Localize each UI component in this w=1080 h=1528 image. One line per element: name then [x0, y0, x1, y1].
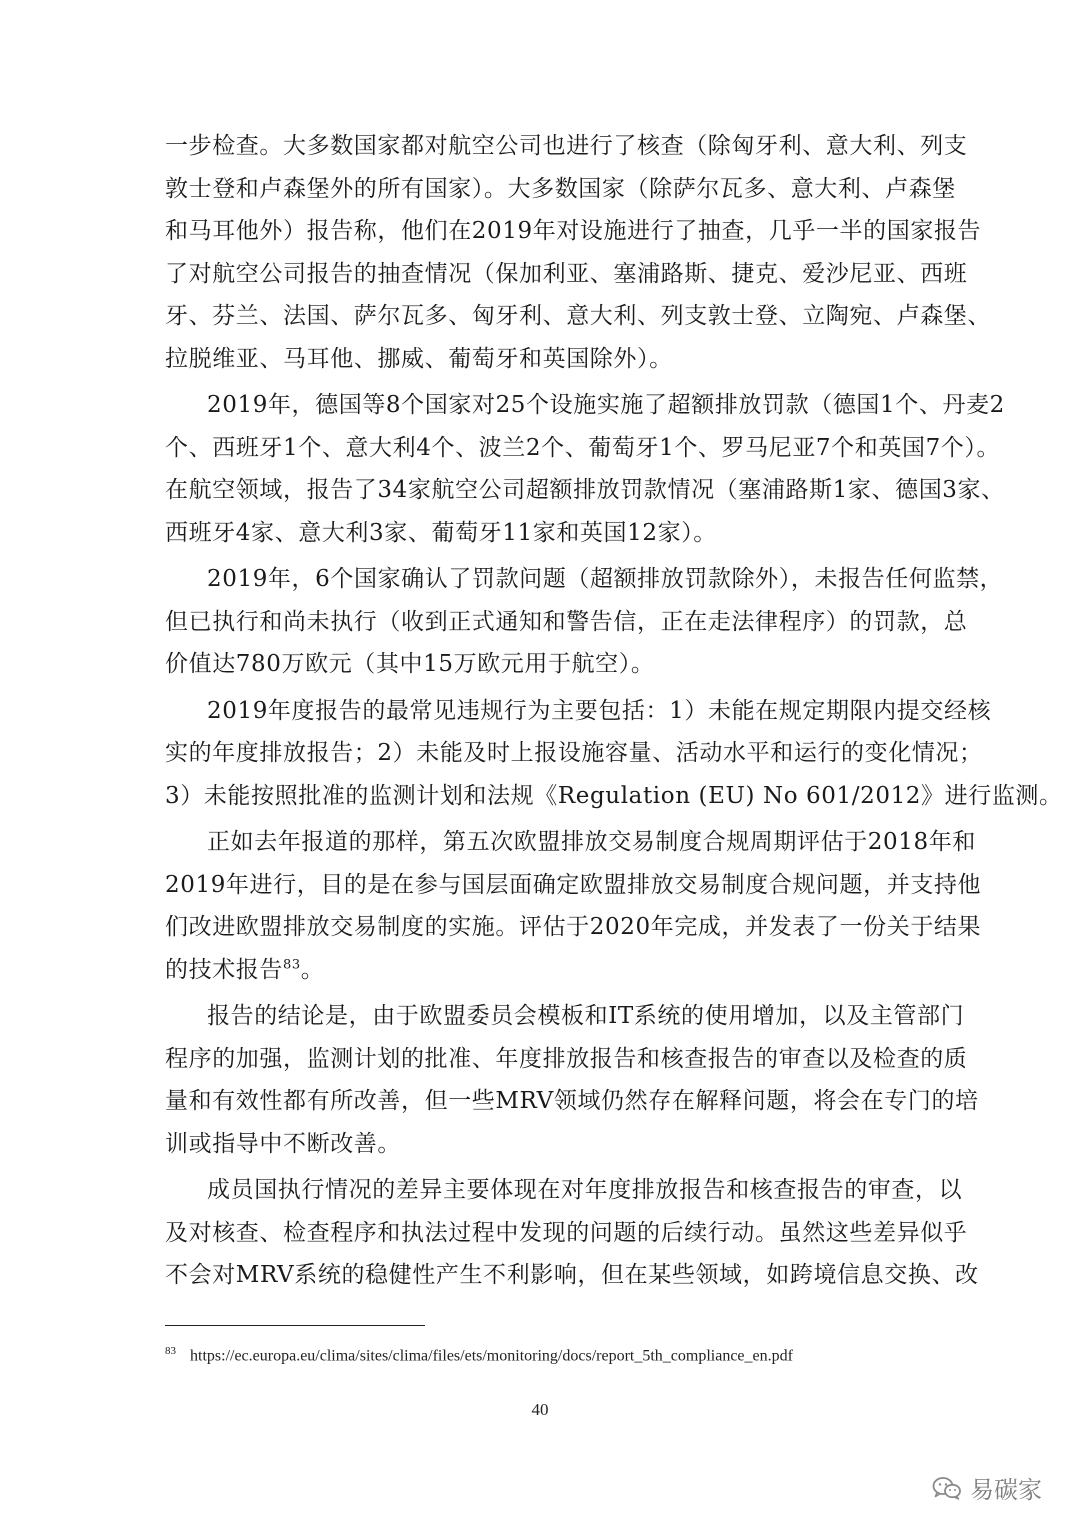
paragraph-2 [165, 384, 1005, 554]
text-line: 报告的结论是，由于欧盟委员会模板和IT系统的使用增加，以及主管部门 [207, 1003, 965, 1029]
text-line-tail: 。 [300, 956, 325, 983]
text-line: 3）未能按照批准的监测计划和法规《Regulation (EU) No 601/2012》进行监测。 [165, 782, 1063, 809]
paragraph-1 [165, 125, 991, 380]
paragraph-6 [165, 995, 979, 1165]
watermark-label: 易碳家 [970, 1476, 1042, 1504]
text-line: 训或指导中不断改善。 [165, 1130, 401, 1157]
text-line: 2019年，德国等8个国家对25个设施实施了超额排放罚款（德国1个、丹麦2 [207, 392, 1005, 418]
text-line: 成员国执行情况的差异主要体现在对年度排放报告和核查报告的审查，以 [207, 1177, 963, 1203]
paragraph-4 [165, 690, 1063, 818]
footnote-divider [165, 1325, 425, 1326]
wechat-icon [932, 1476, 962, 1500]
text-line: 敦士登和卢森堡外的所有国家）。大多数国家（除萨尔瓦多、意大利、卢森堡 [165, 175, 956, 202]
paragraph-7 [165, 1169, 979, 1297]
text-line: 但已执行和尚未执行（收到正式通知和警告信，正在走法律程序）的罚款，总 [165, 608, 968, 635]
text-line: 正如去年报道的那样，第五次欧盟排放交易制度合规周期评估于2018年和 [207, 829, 976, 855]
footnote-number: 83 [165, 1345, 176, 1357]
paragraph-5 [165, 821, 982, 991]
text-line: 在航空领域，报告了34家航空公司超额排放罚款情况（塞浦路斯1家、德国3家、 [165, 477, 1005, 503]
text-line-with-footnote [165, 949, 920, 992]
text-line: 价值达780万欧元（其中15万欧元用于航空）。 [165, 651, 655, 677]
text-line: 2019年度报告的最常见违规行为主要包括：1）未能在规定期限内提交经核 [207, 697, 992, 724]
page-number: 40 [531, 1400, 549, 1419]
text-line: 2019年，6个国家确认了罚款问题（超额排放罚款除外），未报告任何监禁， [207, 566, 1004, 592]
body-text [165, 125, 1063, 1301]
text-line: 了对航空公司报告的抽查情况（保加利亚、塞浦路斯、捷克、爱沙尼亚、西班 [165, 260, 968, 287]
text-line: 2019年进行，目的是在参与国层面确定欧盟排放交易制度合规问题，并支持他 [165, 871, 982, 898]
text-line: 个、西班牙1个、意大利4个、波兰2个、葡萄牙1个、罗马尼亚7个和英国7个）。 [165, 434, 1001, 461]
footnote-link[interactable]: https://ec.europa.eu/clima/sites/clima/files/ets/monitoring/docs/report_5th_compliance_en.pdf [190, 1347, 793, 1365]
text-line: 牙、芬兰、法国、萨尔瓦多、匈牙利、意大利、列支敦士登、立陶宛、卢森堡、 [165, 303, 991, 329]
text-line: 程序的加强，监测计划的批准、年度排放报告和核查报告的审查以及检查的质 [165, 1045, 968, 1072]
text-line: 不会对MRV系统的稳健性产生不利影响，但在某些领域，如跨境信息交换、改 [165, 1262, 979, 1288]
text-line: 实的年度排放报告；2）未能及时上报设施容量、活动水平和运行的变化情况； [165, 740, 983, 766]
paragraph-3 [165, 558, 1004, 686]
text-line: 西班牙4家、意大利3家、葡萄牙11家和英国12家）。 [165, 519, 717, 546]
text-line: 量和有效性都有所改善，但一些MRV领域仍然存在解释问题，将会在专门的培 [165, 1088, 979, 1114]
footnote-reference[interactable]: 83 [283, 956, 301, 972]
text-line: 们改进欧盟排放交易制度的实施。评估于2020年完成，并发表了一份关于结果 [165, 914, 982, 940]
text-line: 一步检查。大多数国家都对航空公司也进行了核查（除匈牙利、意大利、列支 [165, 133, 968, 159]
text-line: 及对核查、检查程序和执法过程中发现的问题的后续行动。虽然这些差异似乎 [165, 1219, 968, 1246]
watermark [932, 1470, 1042, 1505]
text-line: 和马耳他外）报告称，他们在2019年对设施进行了抽查，几乎一半的国家报告 [165, 218, 982, 244]
text-line: 拉脱维亚、马耳他、挪威、葡萄牙和英国除外）。 [165, 345, 673, 372]
footnote [165, 1345, 925, 1365]
text-line: 的技术报告 [165, 956, 283, 983]
